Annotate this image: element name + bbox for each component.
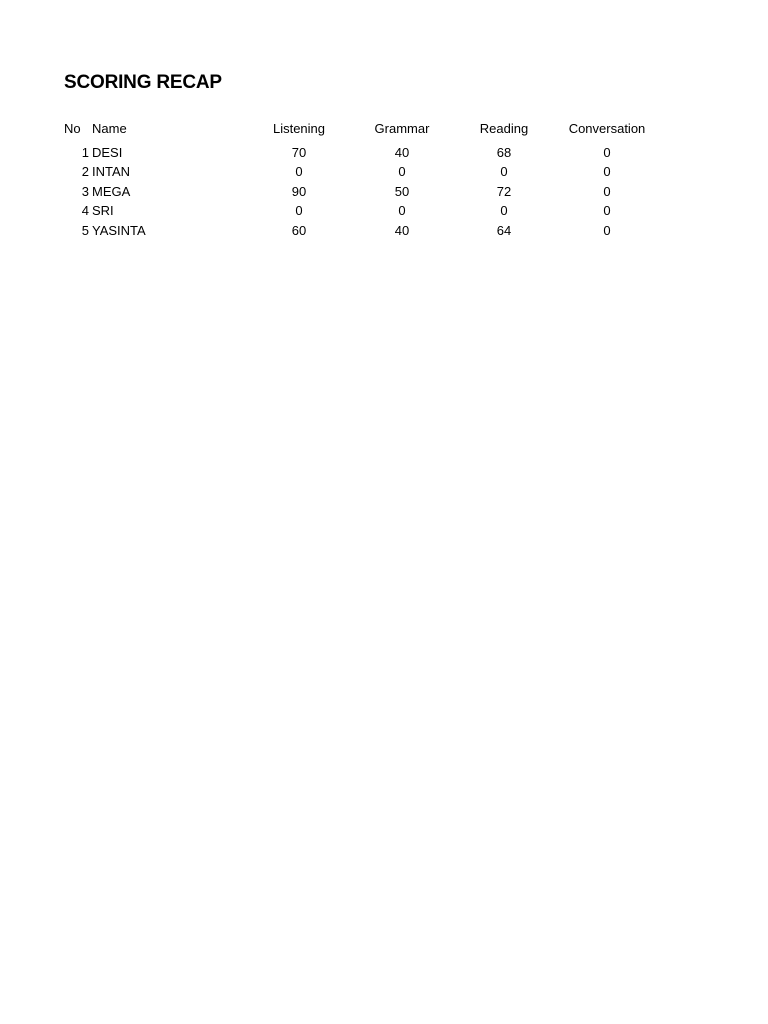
cell-name: YASINTA — [92, 222, 146, 238]
cell-listening: 60 — [291, 222, 307, 238]
cell-reading: 68 — [496, 145, 512, 160]
cell-name: DESI — [92, 145, 123, 160]
header-grammar: Grammar — [374, 121, 430, 136]
cell-name: MEGA — [92, 183, 131, 199]
cell-reading: 72 — [496, 183, 512, 199]
cell-reading: 0 — [500, 164, 508, 180]
page-title: SCORING RECAP — [64, 72, 222, 93]
cell-grammar: 0 — [398, 203, 406, 219]
cell-reading: 0 — [500, 203, 508, 219]
cell-grammar: 40 — [394, 222, 410, 238]
cell-listening: 90 — [291, 183, 307, 199]
cell-name: SRI — [92, 203, 114, 219]
cell-no: 2 — [81, 164, 89, 180]
cell-no: 5 — [81, 222, 89, 238]
cell-grammar: 40 — [394, 145, 410, 160]
cell-listening: 0 — [295, 164, 303, 180]
header-name: Name — [92, 121, 127, 136]
cell-no: 4 — [81, 203, 89, 219]
header-listening: Listening — [272, 121, 326, 136]
cell-listening: 70 — [291, 145, 307, 160]
cell-no: 3 — [81, 183, 89, 199]
cell-reading: 64 — [496, 222, 512, 238]
cell-no: 1 — [81, 145, 89, 160]
cell-conversation: 0 — [603, 203, 611, 219]
header-reading: Reading — [479, 121, 529, 136]
cell-conversation: 0 — [603, 164, 611, 180]
cell-grammar: 0 — [398, 164, 406, 180]
cell-listening: 0 — [295, 203, 303, 219]
header-no: No — [64, 121, 81, 136]
header-conversation: Conversation — [568, 121, 646, 136]
cell-conversation: 0 — [603, 222, 611, 238]
cell-conversation: 0 — [603, 183, 611, 199]
cell-grammar: 50 — [394, 183, 410, 199]
cell-conversation: 0 — [603, 145, 611, 160]
cell-name: INTAN — [92, 164, 131, 180]
